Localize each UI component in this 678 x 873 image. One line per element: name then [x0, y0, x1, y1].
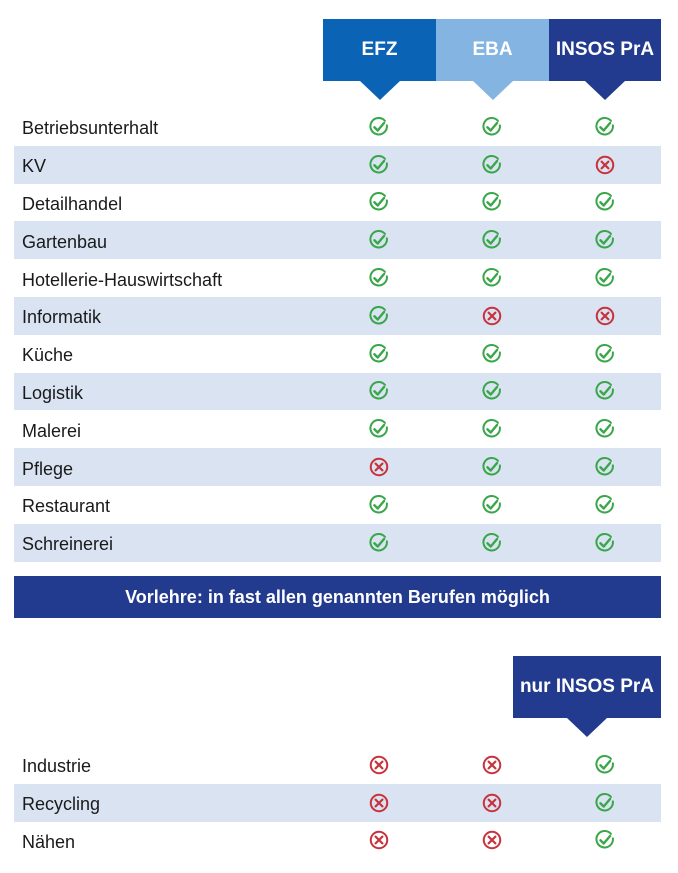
table-row — [14, 822, 661, 860]
check-circle-icon — [585, 448, 625, 486]
cross-circle-icon — [585, 146, 625, 184]
cross-circle-icon — [472, 784, 512, 822]
row-label: Betriebsunterhalt — [22, 118, 159, 139]
table-row — [14, 784, 661, 822]
check-circle-icon — [472, 373, 512, 411]
row-label: Schreinerei — [22, 534, 114, 555]
check-circle-icon — [585, 221, 625, 259]
check-circle-icon — [359, 486, 399, 524]
table-row — [14, 146, 661, 184]
table-row — [14, 184, 661, 222]
check-circle-icon — [585, 335, 625, 373]
row-label: Informatik — [22, 307, 102, 328]
row-label: Nähen — [22, 831, 76, 852]
table-row — [14, 335, 661, 373]
table-row — [14, 448, 661, 486]
row-label: Hotellerie-Hauswirtschaft — [22, 269, 223, 290]
table-row — [14, 373, 661, 411]
cross-circle-icon — [472, 297, 512, 335]
extra-table — [14, 746, 661, 859]
row-label: Pflege — [22, 458, 74, 479]
check-circle-icon — [472, 335, 512, 373]
check-circle-icon — [472, 221, 512, 259]
check-circle-icon — [472, 108, 512, 146]
table-row — [14, 259, 661, 297]
check-circle-icon — [359, 524, 399, 562]
column-header-insos-pra: INSOS PrA — [549, 19, 661, 81]
check-circle-icon — [585, 486, 625, 524]
check-circle-icon — [359, 221, 399, 259]
check-circle-icon — [359, 373, 399, 411]
row-label: Recycling — [22, 794, 101, 815]
check-circle-icon — [585, 373, 625, 411]
table-row — [14, 108, 661, 146]
check-circle-icon — [585, 822, 625, 860]
check-circle-icon — [359, 108, 399, 146]
check-circle-icon — [472, 184, 512, 222]
row-label: Küche — [22, 345, 74, 366]
check-circle-icon — [472, 486, 512, 524]
check-circle-icon — [359, 184, 399, 222]
check-circle-icon — [472, 146, 512, 184]
cross-circle-icon — [359, 448, 399, 486]
column-header-eba: EBA — [436, 19, 549, 81]
check-circle-icon — [585, 259, 625, 297]
cross-circle-icon — [472, 822, 512, 860]
check-circle-icon — [359, 146, 399, 184]
table-row — [14, 410, 661, 448]
table-row — [14, 524, 661, 562]
row-label: Malerei — [22, 420, 82, 441]
check-circle-icon — [585, 410, 625, 448]
column-header-efz: EFZ — [323, 19, 436, 81]
table-row — [14, 746, 661, 784]
check-circle-icon — [585, 524, 625, 562]
check-circle-icon — [585, 184, 625, 222]
vorlehre-banner: Vorlehre: in fast allen genannten Berufen möglich — [14, 576, 661, 618]
row-label: Logistik — [22, 382, 84, 403]
check-circle-icon — [472, 410, 512, 448]
check-circle-icon — [472, 448, 512, 486]
cross-circle-icon — [585, 297, 625, 335]
table-row — [14, 297, 661, 335]
check-circle-icon — [472, 259, 512, 297]
row-label: Gartenbau — [22, 231, 108, 252]
table-row — [14, 221, 661, 259]
table-row — [14, 486, 661, 524]
check-circle-icon — [585, 746, 625, 784]
cross-circle-icon — [359, 746, 399, 784]
check-circle-icon — [359, 410, 399, 448]
check-circle-icon — [359, 335, 399, 373]
row-label: Industrie — [22, 756, 92, 777]
column-header-nur-insos-pra: nur INSOS PrA — [513, 656, 661, 718]
row-label: Restaurant — [22, 496, 111, 517]
row-label: Detailhandel — [22, 193, 123, 214]
check-circle-icon — [585, 784, 625, 822]
main-table — [14, 108, 661, 562]
check-circle-icon — [585, 108, 625, 146]
cross-circle-icon — [359, 822, 399, 860]
check-circle-icon — [472, 524, 512, 562]
cross-circle-icon — [359, 784, 399, 822]
check-circle-icon — [359, 297, 399, 335]
row-label: KV — [22, 156, 47, 177]
check-circle-icon — [359, 259, 399, 297]
cross-circle-icon — [472, 746, 512, 784]
